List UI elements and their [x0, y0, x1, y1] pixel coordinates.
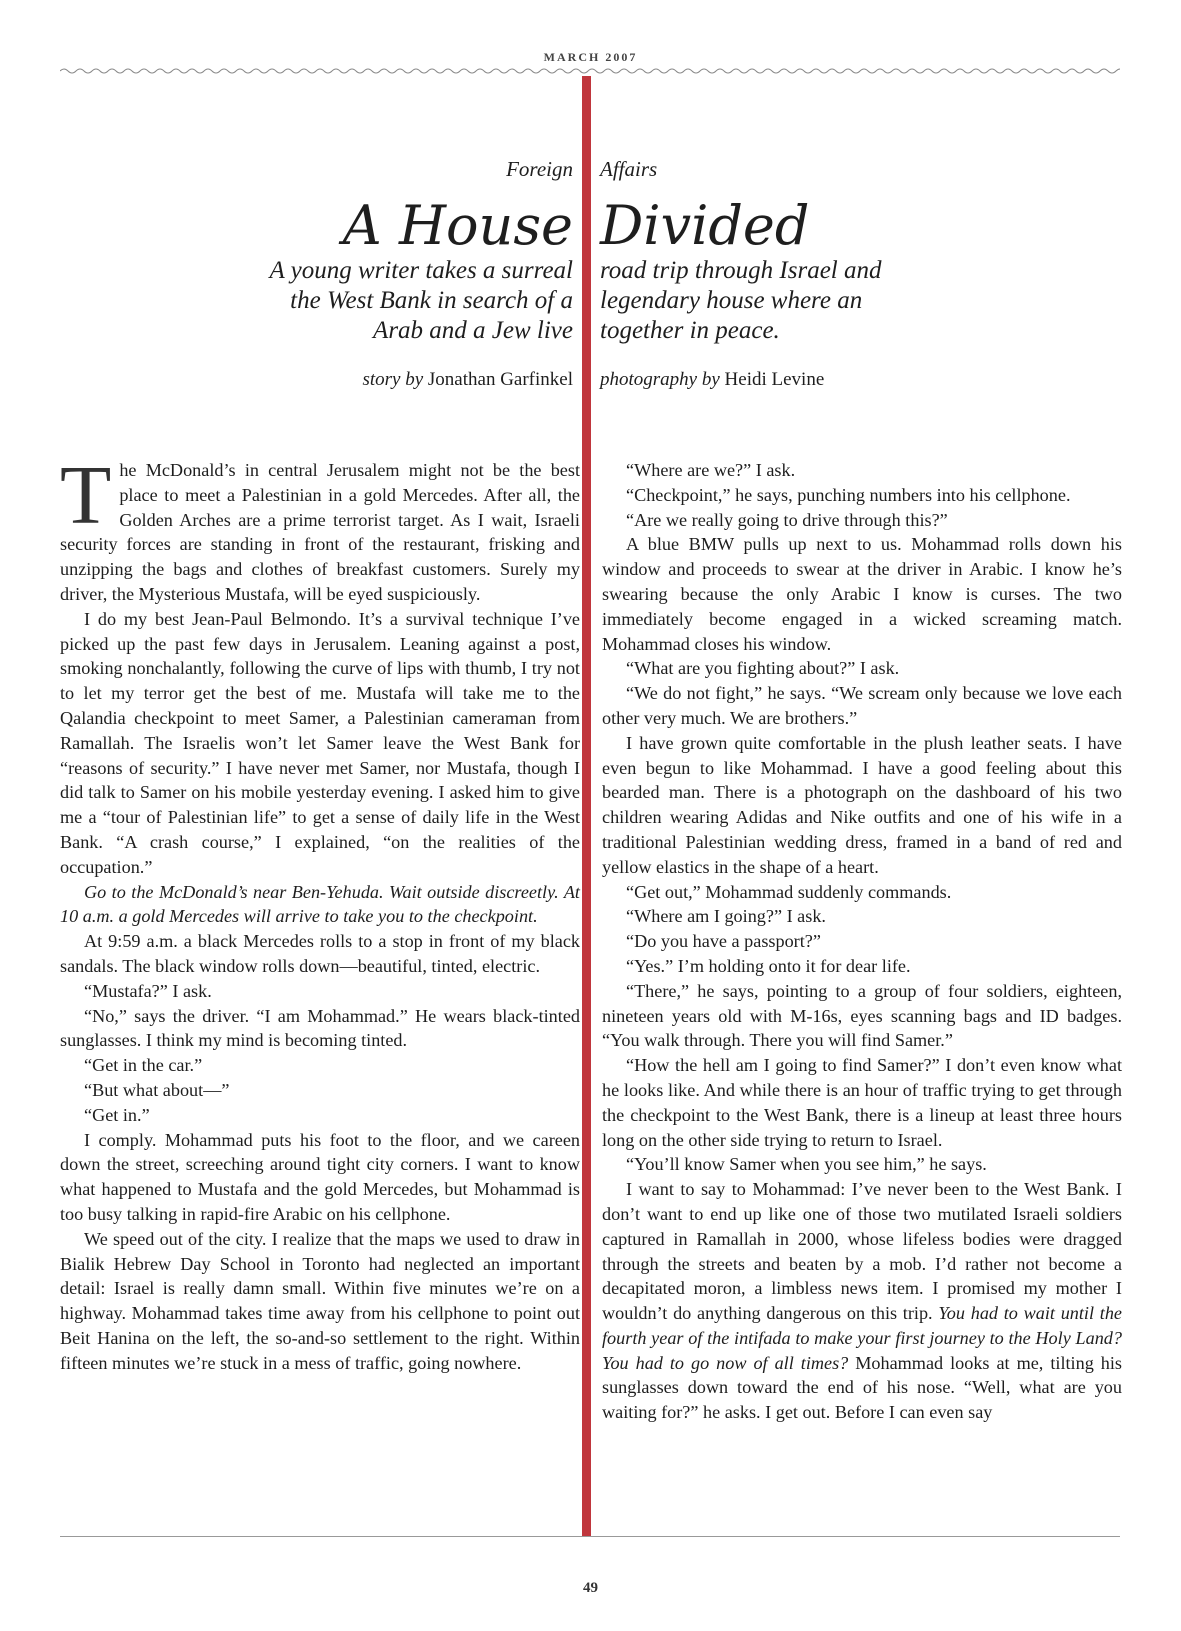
paragraph: “Are we really going to drive through this?”	[626, 509, 948, 530]
paragraph-text: I want to say to Mohammad: I’ve never been to the West Bank. I don’t want to end up like one of those two mutilated Israeli soldiers captured in Ramallah in 2000, whose lifeless bodies were dragged through the streets and beaten by a mob. I’d rather not become a decapitated moron, a limbless news item. I promised my mother I wouldn’t do anything dangerous on this trip.	[602, 1179, 1122, 1324]
paragraph: Go to the McDonald’s near Ben-Yehuda. Wait outside discreetly. At 10 a.m. a gold Mercedes will arrive to take you to the checkpoint.	[60, 881, 580, 927]
deck-line: road trip through Israel and	[600, 257, 882, 284]
byline-prefix: story by	[362, 369, 424, 390]
headline-left: A House	[342, 194, 573, 257]
paragraph: A blue BMW pulls up next to us. Mohammad rolls down his window and proceeds to swear at the driver in Arabic. I know he’s swearing because the only Arabic I know is curses. The two immediately become engaged in a wicked screaming match. Mohammad closes his window.	[602, 534, 1122, 654]
paragraph: “How the hell am I going to find Samer?” I don’t even know what he looks like. And while there is an hour of traffic trying to get through the checkpoint to the West Bank, there is a lineup at least three hours long on the other side trying to return to Israel.	[602, 1055, 1122, 1150]
paragraph	[602, 1177, 1122, 1425]
deck-left	[270, 256, 573, 346]
photo-byline	[600, 369, 824, 391]
headline-right: Divided	[600, 194, 810, 257]
story-byline	[362, 369, 573, 391]
section-kicker-left: Foreign	[506, 157, 573, 181]
paragraph	[60, 449, 580, 607]
paragraph: “What are you fighting about?” I ask.	[626, 658, 900, 679]
paragraph: I have grown quite comfortable in the plush leather seats. I have even begun to like Mohammad. I have a good feeling about this bearded man. There is a photograph on the dashboard of his two children wearing Adidas and Nike outfits and one of his wife in a traditional Palestinian wedding dress, framed in a band of red and yellow elastics in the shape of a heart.	[602, 732, 1122, 877]
paragraph-italic-text: You had to wait until the fourth year of the intifada to make your first journey to the Holy Land? You had to go now of all times?	[602, 1303, 1122, 1373]
photographer-name: Heidi Levine	[724, 369, 825, 390]
footer-rule	[60, 1536, 1120, 1537]
article-column-left	[60, 449, 580, 1375]
paragraph: “You’ll know Samer when you see him,” he says.	[626, 1154, 987, 1175]
paragraph: “Get in the car.”	[84, 1055, 203, 1076]
paragraph: “But what about—”	[84, 1079, 230, 1100]
paragraph: At 9:59 a.m. a black Mercedes rolls to a stop in front of my black sandals. The black window rolls down—beautiful, tinted, electric.	[60, 931, 580, 976]
center-spine	[582, 76, 591, 1536]
paragraph: “Do you have a passport?”	[626, 931, 821, 952]
paragraph: “Where are we?” I ask.	[626, 460, 796, 480]
paragraph: “Get out,” Mohammad suddenly commands.	[626, 881, 952, 902]
paragraph-text: he McDonald’s in central Jerusalem might not be the best place to meet a Palestinian in a gold Mercedes. After all, the Golden Arches are a prime terrorist target. As I wait, Israeli security forces are standing in front of the restaurant, frisking and unzipping the bags and clothes of breakfast customers. Surely my driver, the Mysterious Mustafa, will be eyed suspiciously.	[60, 460, 580, 604]
deck-line: legendary house where an	[600, 287, 863, 314]
page-number: 49	[583, 1580, 598, 1596]
paragraph: We speed out of the city. I realize that the maps we used to draw in Bialik Hebrew Day School in Toronto had neglected an important detail: Israel is really damn small. Within five minutes we’re on a highway. Mohammad takes time away from his cellphone to point out Beit Hanina on the left, the so-and-so settlement to the right. Within fifteen minutes we’re stuck in a mess of traffic, going nowhere.	[60, 1228, 580, 1373]
wavy-rule	[60, 66, 1120, 76]
paragraph: I do my best Jean-Paul Belmondo. It’s a survival technique I’ve picked up the past few days in Jerusalem. Leaning against a post, smoking nonchalantly, following the curve of lips with thumb, I try not to let my terror get the best of me. Mustafa will take me to the Qalandia checkpoint to meet Samer, a Palestinian cameraman from Ramallah. The Israelis won’t let Samer leave the West Bank for “reasons of security.” I have never met Samer, nor Mustafa, though I did talk to Samer on his mobile yesterday evening. I asked him to give me a “tour of Palestinian life” to get a sense of daily life in the West Bank. “A crash course,” I explained, “on the realities of the occupation.”	[60, 608, 580, 877]
paragraph: “Mustafa?” I ask.	[84, 980, 212, 1001]
author-name: Jonathan Garfinkel	[427, 369, 573, 390]
paragraph: “Where am I going?” I ask.	[626, 906, 826, 927]
deck-line: the West Bank in search of a	[290, 287, 573, 314]
paragraph: “No,” says the driver. “I am Mohammad.” He wears black-tinted sunglasses. I think my mind is becoming tinted.	[60, 1005, 580, 1051]
paragraph: “Get in.”	[84, 1104, 150, 1125]
drop-cap: T	[60, 449, 112, 542]
section-kicker-right: Affairs	[600, 157, 658, 181]
issue-date: MARCH 2007	[543, 50, 638, 64]
paragraph: I comply. Mohammad puts his foot to the floor, and we careen down the street, screeching around tight city corners. I want to know what happened to Mustafa and the gold Mercedes, but Mohammad is too busy talking in rapid-fire Arabic on his cellphone.	[60, 1129, 580, 1224]
paragraph-text: Mohammad looks at me, tilting his sunglasses down toward the end of his nose. “Well, what are you waiting for?” he asks. I get out. Before I can even say	[602, 1352, 1122, 1423]
paragraph: “We do not fight,” he says. “We scream only because we love each other very much. We are brothers.”	[602, 683, 1122, 728]
paragraph: “Yes.” I’m holding onto it for dear life.	[626, 955, 911, 976]
byline-prefix: photography by	[600, 369, 720, 390]
deck-line: together in peace.	[600, 317, 780, 344]
paragraph: “There,” he says, pointing to a group of four soldiers, eighteen, nineteen years old with M-16s, eyes scanning bags and ID badges. “You walk through. There you will find Samer.”	[602, 980, 1122, 1051]
deck-line: A young writer takes a surreal	[269, 257, 573, 284]
deck-right	[600, 256, 882, 346]
paragraph: “Checkpoint,” he says, punching numbers into his cellphone.	[626, 484, 1071, 505]
deck-line: Arab and a Jew live	[373, 317, 573, 344]
article-column-right	[602, 458, 1122, 1425]
